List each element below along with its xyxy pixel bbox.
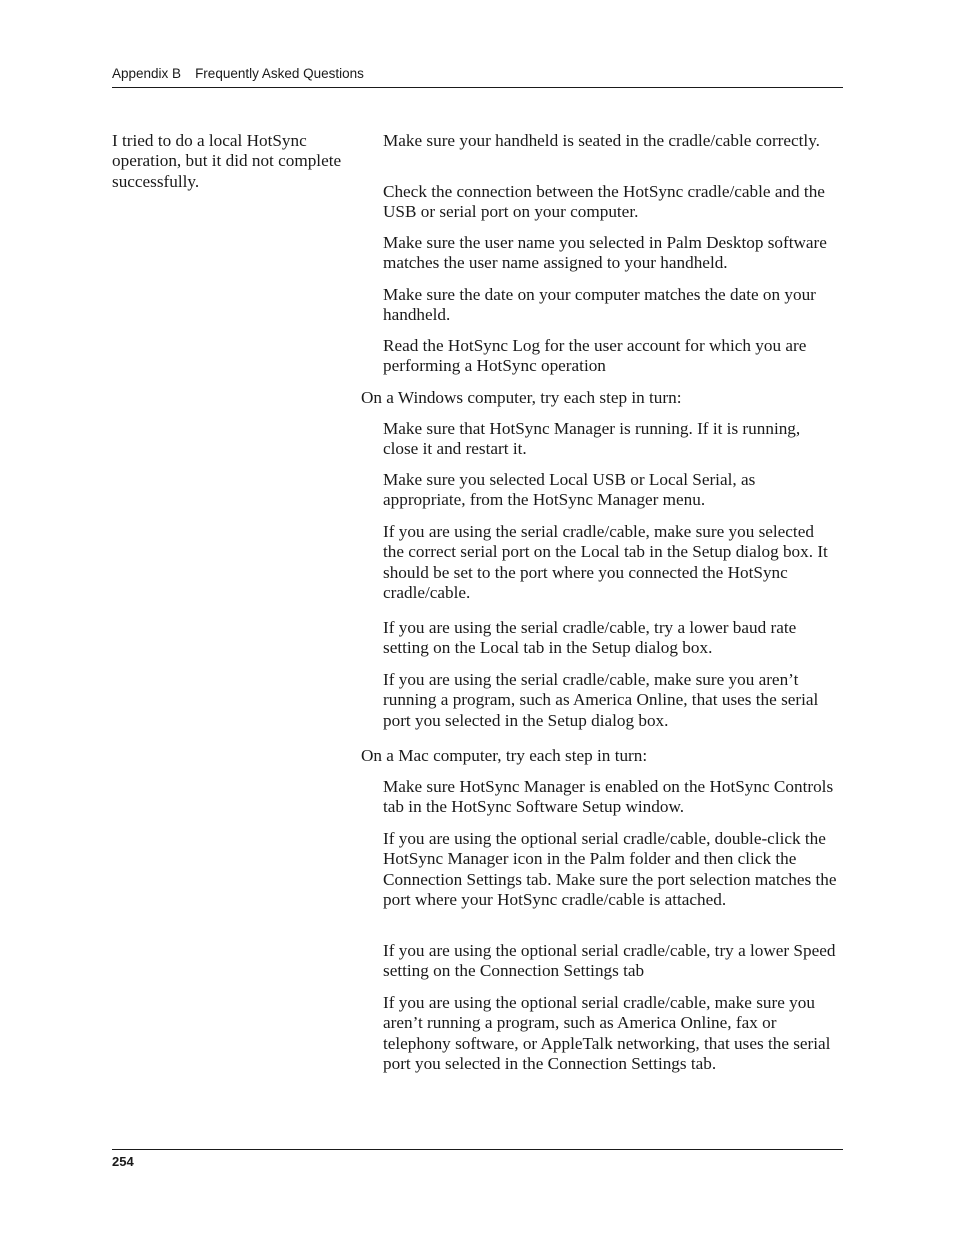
faq-question: I tried to do a local HotSync operation, but it did not complete successfully. xyxy=(112,131,342,191)
mac-lead: On a Mac computer, try each step in turn: xyxy=(361,746,648,765)
mac-step: Make sure HotSync Manager is enabled on the HotSync Controls tab in the HotSync Software Setup window. xyxy=(383,777,834,817)
general-step: Make sure the date on your computer matches the date on your handheld. xyxy=(383,285,816,325)
page-footer xyxy=(112,1149,843,1170)
running-header xyxy=(112,66,843,88)
header-title: Frequently Asked Questions xyxy=(195,66,364,81)
general-step: Make sure your handheld is seated in the cradle/cable correctly. xyxy=(383,131,820,150)
windows-step: Make sure that HotSync Manager is running. If it is running, close it and restart it. xyxy=(383,419,801,459)
mac-step: If you are using the optional serial cradle/cable, try a lower Speed setting on the Connection Settings tab xyxy=(383,941,836,981)
mac-step: If you are using the optional serial cradle/cable, double-click the HotSync Manager icon in the Palm folder and then click the Connection Settings tab. Make sure the port selection matches the port where your HotSync cradle/cable is attached. xyxy=(383,829,837,910)
general-step: Check the connection between the HotSync cradle/cable and the USB or serial port on your computer. xyxy=(383,182,825,222)
windows-step: If you are using the serial cradle/cable, try a lower baud rate setting on the Local tab in the Setup dialog box. xyxy=(383,618,797,658)
windows-step: Make sure you selected Local USB or Local Serial, as appropriate, from the HotSync Manager menu. xyxy=(383,470,756,510)
header-section: Appendix B xyxy=(112,66,182,81)
mac-step: If you are using the optional serial cradle/cable, make sure you aren’t running a program, such as America Online, fax or telephony software, or AppleTalk networking, that uses the serial port you selected in the Connection Settings tab. xyxy=(383,993,831,1074)
general-step: Make sure the user name you selected in Palm Desktop software matches the user name assigned to your handheld. xyxy=(383,233,827,273)
general-step: Read the HotSync Log for the user account for which you are performing a HotSync operation xyxy=(383,336,807,376)
windows-lead: On a Windows computer, try each step in turn: xyxy=(361,388,682,407)
windows-step: If you are using the serial cradle/cable, make sure you aren’t running a program, such as America Online, that uses the serial port you selected in the Setup dialog box. xyxy=(383,670,819,730)
page-number: 254 xyxy=(112,1154,134,1169)
windows-step: If you are using the serial cradle/cable, make sure you selected the correct serial port on the Local tab in the Setup dialog box. It should be set to the port where you connected the HotSync cradle/cable. xyxy=(383,522,828,603)
